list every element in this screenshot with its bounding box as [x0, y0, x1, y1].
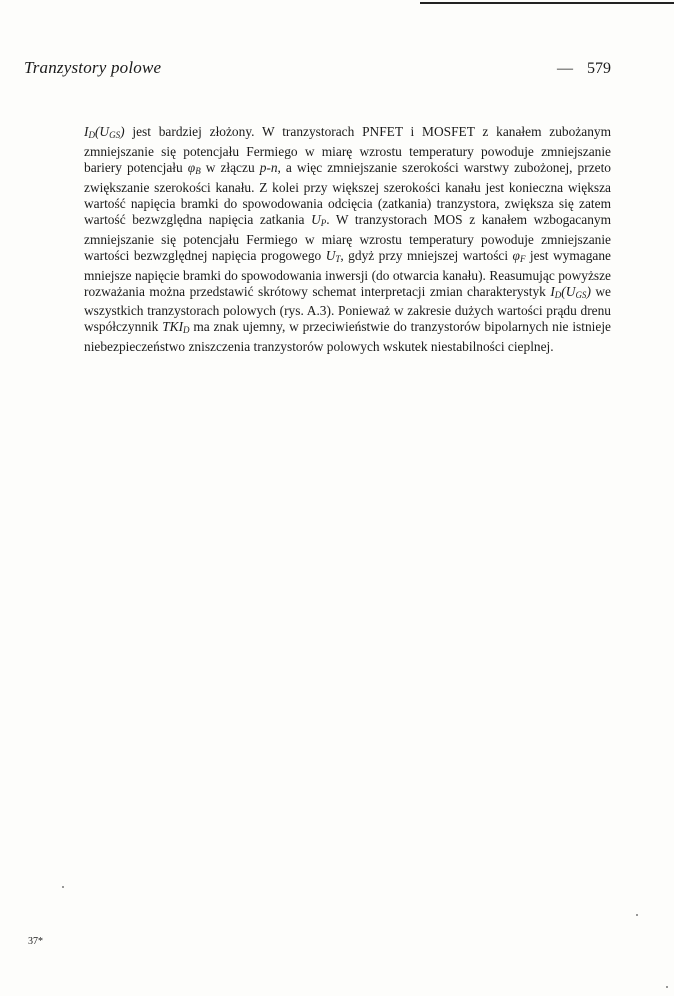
symbol-pn: p-n [259, 160, 278, 176]
page-number-block [557, 60, 611, 78]
text-run: ma znak ujemny, w przeciwieństwie do tranzystorów bipolarnych nie istnieje niebezpieczeństwo zniszczenia tranzystorów polowych wskutek niestabilności cieplnej. [84, 319, 611, 355]
text-run: , gdyż przy mniejszej wartości [340, 247, 513, 263]
top-rule [420, 2, 674, 4]
symbol-id-ugs: $I_D(U_{GS})$ [550, 283, 591, 300]
scan-speck [666, 986, 668, 988]
text-run: , a więc zmniejszanie szerokości warstwy zubożonej, przeto zwiększanie szerokości kanału. Z kolei przy większej szerokości kanału jest konieczna większa wartość napięcia bramki do spowodowania odcięcia (zatkania) tranzystora, zwiększa się zatem wartość bezwzględna napięcia zatkania [84, 160, 612, 227]
scan-speck [636, 914, 638, 916]
symbol-phi-f: $\varphi_F$ [512, 247, 526, 264]
header-dash: — [557, 60, 573, 77]
symbol-id: $I_D(U_{GS})$ [84, 124, 125, 141]
running-title: Tranzystory polowe [24, 58, 162, 77]
text-run: w złączu [200, 160, 260, 176]
running-header [24, 58, 611, 82]
text-run: we wszystkich tranzystorach polowych (rys. A.3). Ponieważ w zakresie dużych wartości prądu drenu współczynnik [84, 283, 611, 335]
body-paragraph [84, 124, 611, 355]
text-run: . W tranzystorach MOS z kanałem wzbogacanym zmniejszanie się potencjału Fermiego w miarę wzrostu temperatury powoduje zmniejszanie wartości bezwzględnej napięcia progowego [84, 211, 611, 263]
symbol-tki: $TKI_D$ [162, 319, 190, 336]
signature-mark: 37* [28, 936, 43, 947]
text-run: jest bardziej złożony. W tranzystorach PNFET i MOSFET z kanałem zubożanym zmniejszanie się potencjału Fermiego w miarę wzrostu temperatury powoduje zmniejszanie bariery potencjału [84, 124, 611, 176]
scan-speck [62, 886, 64, 888]
page-number: 579 [587, 60, 611, 77]
symbol-up: $U_P$ [311, 211, 327, 228]
symbol-phi-b: $\varphi_B$ [187, 160, 201, 177]
symbol-ut: $U_T$ [325, 247, 341, 264]
text-run: jest wymagane mniejsze napięcie bramki do spowodowania inwersji (do otwarcia kanału). Reasumując powyższe rozważania można przedstawić skrótowy schemat interpretacji zmian charakterystyk [84, 247, 611, 299]
